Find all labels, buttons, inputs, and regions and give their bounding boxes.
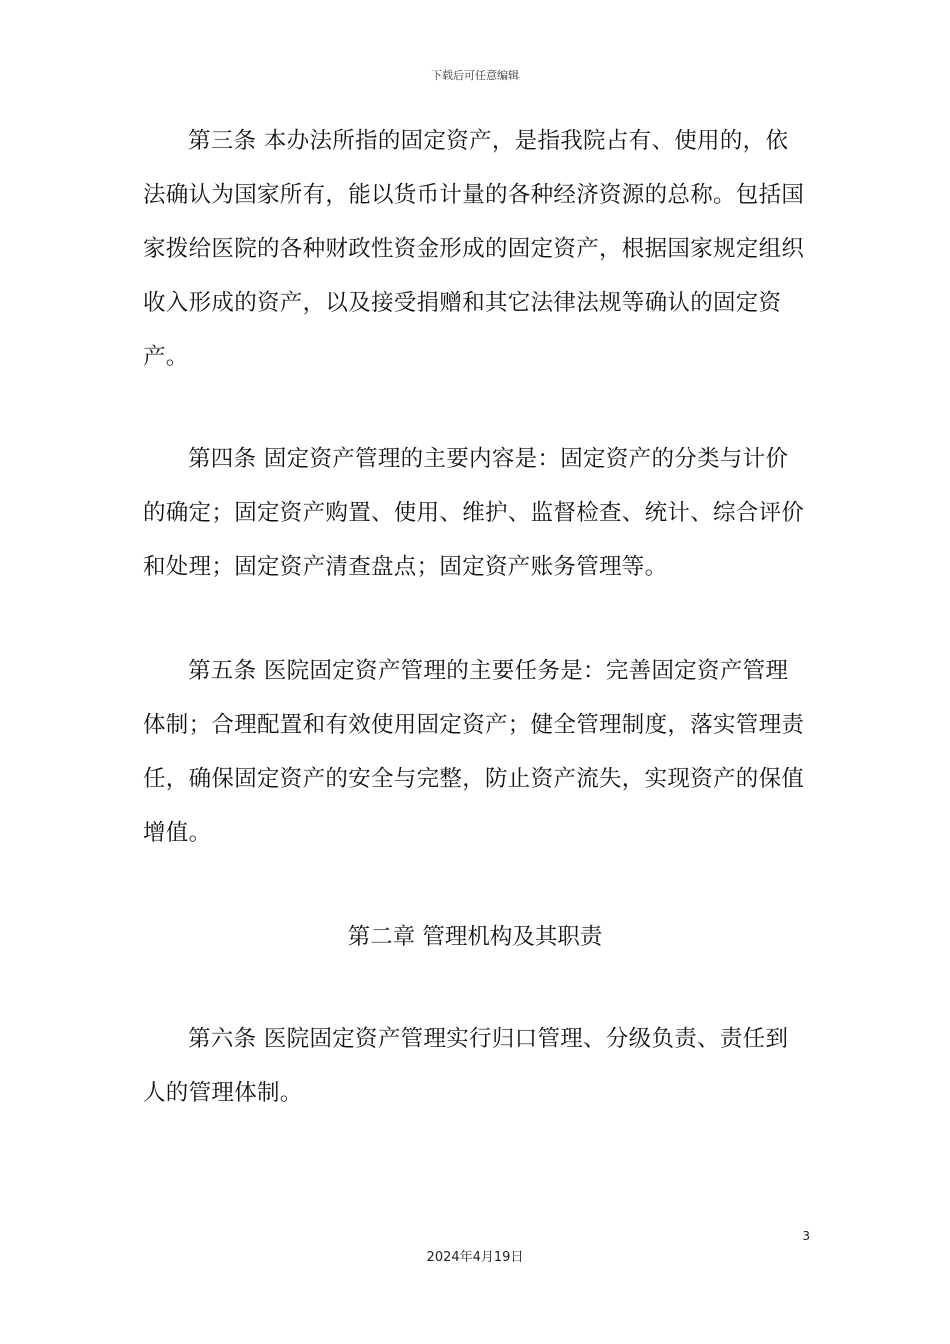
article-4-paragraph: 第四条 固定资产管理的主要内容是：固定资产的分类与计价的确定；固定资产购置、使用、维护、监督检查、统计、综合评价和处理；固定资产清查盘点；固定资产账务管理等。 [143,446,805,580]
article-6-paragraph: 第六条 医院固定资产管理实行归口管理、分级负责、责任到人的管理体制。 [143,1026,789,1106]
header-note: 下载后可任意编辑 [431,69,519,82]
page-number: 3 [802,1229,810,1243]
article-5-paragraph: 第五条 医院固定资产管理的主要任务是：完善固定资产管理体制；合理配置和有效使用固定资产；健全管理制度，落实管理责任，确保固定资产的安全与完整，防止资产流失，实现资产的保值增值。 [143,658,805,846]
chapter-heading: 第二章 管理机构及其职责 [347,924,603,950]
footer-date: 2024年4月19日 [426,1250,524,1265]
article-3-paragraph: 第三条 本办法所指的固定资产，是指我院占有、使用的，依法确认为国家所有，能以货币计量的各种经济资源的总称。包括国家拨给医院的各种财政性资金形成的固定资产，根据国家规定组织收入形成的资产，以及接受捐赠和其它法律法规等确认的固定资产。 [143,128,805,370]
